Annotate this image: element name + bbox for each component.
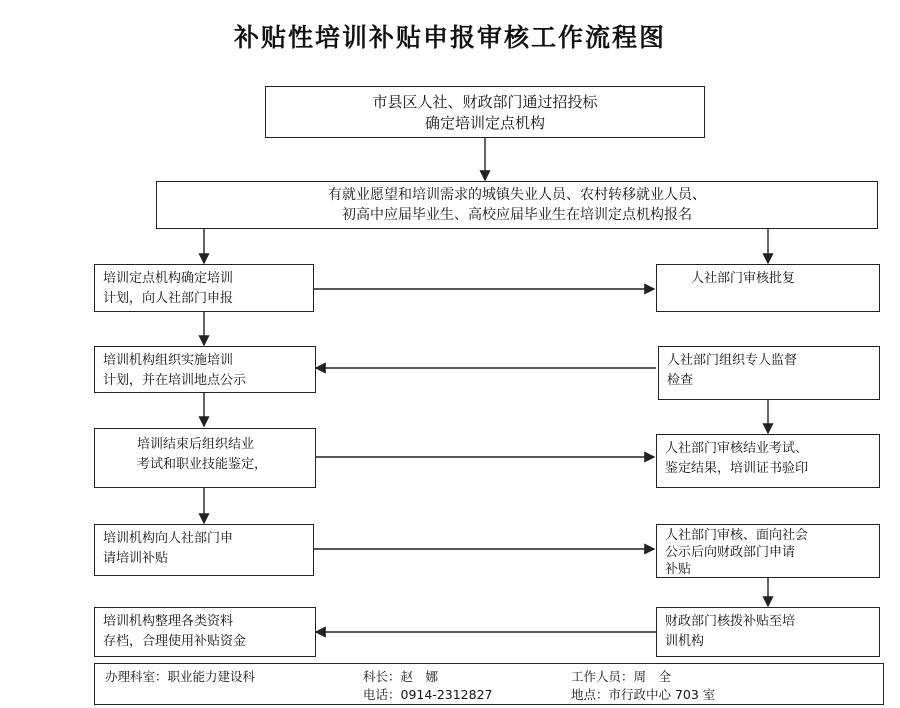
right-step-5-line2: 训机构 <box>665 634 705 649</box>
right-step-3-line2: 鉴定结果，培训证书验印 <box>665 461 809 476</box>
footer-chief: 科长：赵 娜 <box>363 669 439 684</box>
left-step-1-line2: 计划，向人社部门申报 <box>103 291 234 306</box>
box-enrollment-line1: 有就业愿望和培训需求的城镇失业人员、农村转移就业人员、 <box>328 187 706 203</box>
box-left-step-2 <box>94 346 316 393</box>
left-step-2-line1: 培训机构组织实施培训 <box>103 353 234 368</box>
footer-address: 地点：市行政中心 703 室 <box>571 687 716 702</box>
left-step-1-line1: 培训定点机构确定培训 <box>103 271 234 286</box>
left-step-2-line2: 计划，并在培训地点公示 <box>103 373 247 388</box>
box-enrollment-line2: 初高中应届毕业生、高校应届毕业生在培训定点机构报名 <box>342 207 692 223</box>
right-step-3-line1: 人社部门审核结业考试、 <box>665 441 809 456</box>
footer-staff: 工作人员：周 全 <box>571 669 672 684</box>
left-step-4-line1: 培训机构向人社部门申 <box>103 531 234 546</box>
left-step-3-line1: 培训结束后组织结业 <box>137 437 255 452</box>
right-step-4-line1: 人社部门审核、面向社会 <box>665 528 809 543</box>
box-left-step-4 <box>94 524 314 576</box>
box-tender-line1: 市县区人社、财政部门通过招投标 <box>372 93 598 111</box>
box-enrollment <box>156 181 878 229</box>
page-title: 补贴性培训补贴申报审核工作流程图 <box>233 23 666 52</box>
box-tender-line2: 确定培训定点机构 <box>424 114 545 132</box>
left-step-5-line1: 培训机构整理各类资料 <box>103 614 234 629</box>
right-step-5-line1: 财政部门核拨补贴至培 <box>665 614 796 629</box>
right-step-2-line1: 人社部门组织专人监督 <box>667 353 798 368</box>
right-step-4-line3: 补贴 <box>665 562 692 577</box>
right-step-2-line2: 检查 <box>667 373 694 388</box>
box-left-step-5 <box>94 607 316 657</box>
box-right-step-1 <box>656 264 880 312</box>
contact-footer <box>94 663 884 705</box>
box-right-step-4 <box>656 524 880 578</box>
left-step-4-line2: 请培训补贴 <box>103 551 169 566</box>
left-step-3-line2: 考试和职业技能鉴定， <box>137 457 268 472</box>
left-step-5-line2: 存档，合理使用补贴资金 <box>103 634 247 649</box>
right-step-4-line2: 公示后向财政部门申请 <box>665 545 796 560</box>
box-right-step-3 <box>656 434 880 488</box>
right-step-1-line1: 人社部门审核批复 <box>691 271 796 286</box>
box-tender-institutions <box>265 86 705 138</box>
box-left-step-1 <box>94 264 314 312</box>
box-left-step-3 <box>94 428 316 488</box>
footer-office: 办理科室：职业能力建设科 <box>105 669 256 684</box>
box-right-step-2 <box>658 346 880 400</box>
box-right-step-5 <box>656 607 880 657</box>
footer-phone: 电话：0914-2312827 <box>363 687 493 702</box>
